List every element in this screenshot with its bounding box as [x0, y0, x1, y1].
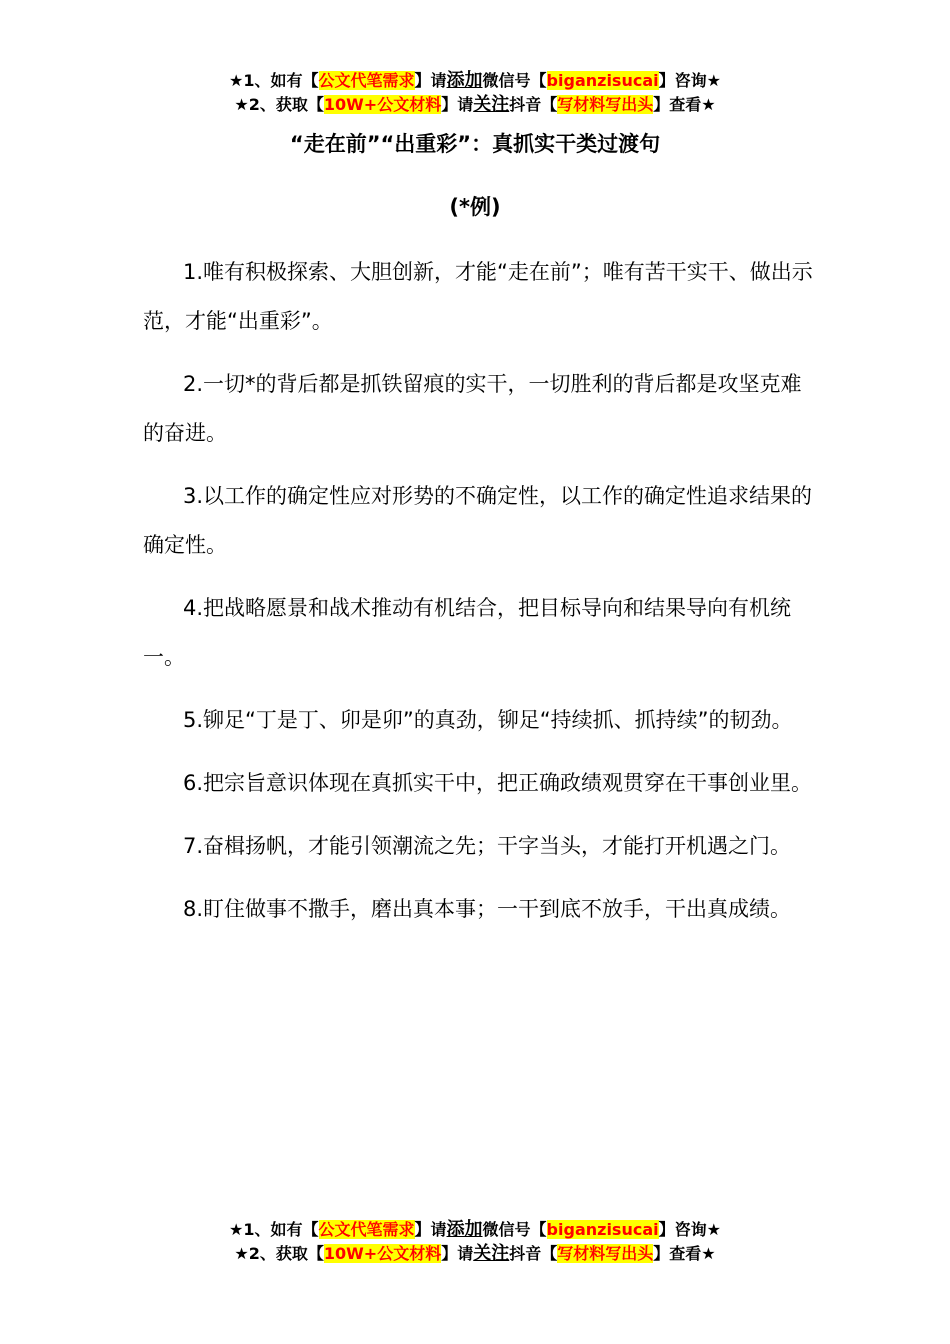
bottom-line-1-mid2: 微信号【 — [482, 1220, 547, 1239]
paragraph-6: 6.把宗旨意识体现在真抓实干中，把正确政绩观贯穿在干事创业里。 — [183, 771, 813, 795]
bottom-banner — [0, 1218, 950, 1266]
follow-emphasis: 关注 — [473, 94, 510, 115]
banner-line-1-prefix: ★1、如有【 — [229, 71, 319, 90]
banner-line-2-prefix: ★2、获取【 — [234, 95, 324, 114]
bottom-line-2-suffix: 】查看★ — [653, 1244, 716, 1263]
top-banner — [0, 69, 950, 117]
bottom-service-highlight: 公文代笔需求 — [318, 1220, 415, 1239]
document-body — [143, 248, 815, 948]
paragraph-2: 2.一切*的背后都是抓铁留痕的实干，一切胜利的背后都是攻坚克难的奋进。 — [143, 372, 802, 445]
bottom-line-1-mid1: 】请 — [414, 1220, 447, 1239]
paragraph-1: 1.唯有积极探索、大胆创新，才能“走在前”；唯有苦干实干、做出示范，才能“出重彩”。 — [143, 260, 813, 333]
bottom-follow-emphasis: 关注 — [473, 1243, 510, 1264]
bottom-add-emphasis: 添加 — [446, 1219, 483, 1240]
material-highlight: 10W+公文材料 — [323, 95, 442, 114]
bottom-line-2-mid2: 抖音【 — [509, 1244, 558, 1263]
bottom-banner-line-1 — [0, 1218, 950, 1242]
wechat-id-highlight: biganzisucai — [546, 71, 659, 90]
bottom-line-1-suffix: 】咨询★ — [658, 1220, 721, 1239]
document-title: “走在前”“出重彩”：真抓实干类过渡句 — [289, 132, 661, 156]
bottom-banner-line-2 — [0, 1242, 950, 1266]
paragraph-4: 4.把战略愿景和战术推动有机结合，把目标导向和结果导向有机统一。 — [143, 596, 792, 669]
banner-line-2 — [0, 93, 950, 117]
add-emphasis: 添加 — [446, 70, 483, 91]
banner-line-1-mid2: 微信号【 — [482, 71, 547, 90]
document-subtitle: (*例) — [449, 195, 501, 219]
bottom-account-highlight: 写材料写出头 — [557, 1244, 654, 1263]
paragraph-7: 7.奋楫扬帆，才能引领潮流之先；干字当头，才能打开机遇之门。 — [183, 834, 792, 858]
banner-line-2-mid1: 】请 — [441, 95, 474, 114]
banner-line-1-suffix: 】咨询★ — [658, 71, 721, 90]
bottom-material-highlight: 10W+公文材料 — [323, 1244, 442, 1263]
banner-line-1-mid1: 】请 — [414, 71, 447, 90]
bottom-line-1-prefix: ★1、如有【 — [229, 1220, 319, 1239]
bottom-line-2-mid1: 】请 — [441, 1244, 474, 1263]
banner-line-2-suffix: 】查看★ — [653, 95, 716, 114]
bottom-line-2-prefix: ★2、获取【 — [234, 1244, 324, 1263]
bottom-wechat-id-highlight: biganzisucai — [546, 1220, 659, 1239]
account-highlight: 写材料写出头 — [557, 95, 654, 114]
paragraph-5: 5.铆足“丁是丁、卯是卯”的真劲，铆足“持续抓、抓持续”的韧劲。 — [183, 708, 793, 732]
banner-line-1 — [0, 69, 950, 93]
paragraph-3: 3.以工作的确定性应对形势的不确定性，以工作的确定性追求结果的确定性。 — [143, 484, 813, 557]
paragraph-8: 8.盯住做事不撒手，磨出真本事；一干到底不放手，干出真成绩。 — [183, 897, 792, 921]
banner-line-2-mid2: 抖音【 — [509, 95, 558, 114]
service-highlight: 公文代笔需求 — [318, 71, 415, 90]
